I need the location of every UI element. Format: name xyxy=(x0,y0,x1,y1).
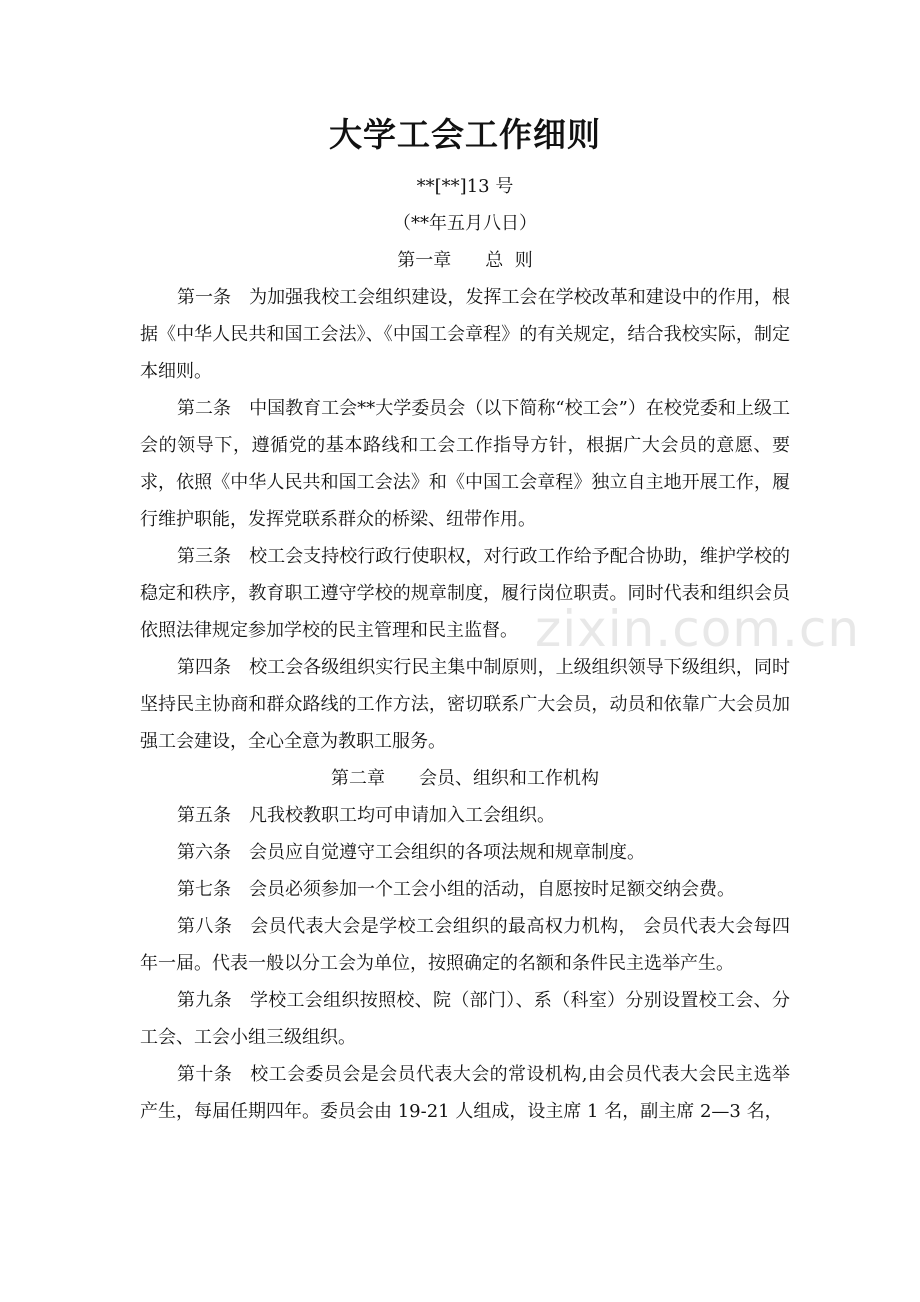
article xyxy=(140,649,790,760)
article-number: 第九条 xyxy=(177,990,232,1011)
article-text: 学校工会组织按照校、院（部门）、系（科室）分别设置校工会、分工会、工会小组三级组织。 xyxy=(140,990,790,1048)
article-text: 校工会支持校行政行使职权，对行政工作给予配合协助，维护学校的稳定和秩序，教育职工遵守学校的规章制度，履行岗位职责。同时代表和组织会员依照法律规定参加学校的民主管理和民主监督。 xyxy=(140,546,790,641)
document-number: **[**]13 号 xyxy=(416,176,514,197)
article xyxy=(140,1056,790,1130)
article xyxy=(140,538,790,649)
article xyxy=(140,390,790,538)
article-text: 凡我校教职工均可申请加入工会组织。 xyxy=(249,805,555,826)
article-text: 会员必须参加一个工会小组的活动，自愿按时足额交纳会费。 xyxy=(249,879,735,900)
article-text: 会员应自觉遵守工会组织的各项法规和规章制度。 xyxy=(249,842,645,863)
article-number: 第七条 xyxy=(177,879,231,900)
article-number: 第五条 xyxy=(177,805,231,826)
article-number: 第六条 xyxy=(177,842,231,863)
article xyxy=(140,834,790,871)
article-text: 中国教育工会**大学委员会（以下简称“校工会”）在校党委和上级工会的领导下，遵循党的基本路线和工会工作指导方针，根据广大会员的意愿、要求，依照《中华人民共和国工会法》和《中国工会章程》独立自主地开展工作，履行维护职能，发挥党联系群众的桥梁、纽带作用。 xyxy=(140,398,791,530)
article-text: 为加强我校工会组织建设，发挥工会在学校改革和建设中的作用，根据《中华人民共和国工会法》、《中国工会章程》的有关规定，结合我校实际，制定本细则。 xyxy=(140,287,790,382)
article-number: 第四条 xyxy=(177,657,232,678)
article-text: 校工会委员会是会员代表大会的常设机构,由会员代表大会民主选举产生，每届任期四年。委员会由 19-21 人组成，设主席 1 名，副主席 2—3 名， xyxy=(140,1064,791,1122)
chapter-title: 总 则 xyxy=(485,250,533,271)
article-text: 校工会各级组织实行民主集中制原则，上级组织领导下级组织，同时坚持民主协商和群众路线的工作方法，密切联系广大会员，动员和依靠广大会员加强工会建设，全心全意为教职工服务。 xyxy=(140,657,790,752)
document-page xyxy=(140,110,790,1130)
article-number: 第一条 xyxy=(177,287,232,308)
chapter-number: 第一章 xyxy=(397,250,452,271)
document-title: 大学工会工作细则 xyxy=(329,115,601,154)
watermark: zixin.com.cn xyxy=(535,600,861,658)
article-number: 第八条 xyxy=(177,916,233,937)
chapter-title: 会员、组织和工作机构 xyxy=(419,768,599,789)
article xyxy=(140,871,790,908)
article xyxy=(140,279,790,390)
document-date: （**年五月八日） xyxy=(393,213,537,234)
article-number: 第十条 xyxy=(177,1064,233,1085)
article xyxy=(140,982,790,1056)
article xyxy=(140,797,790,834)
chapter-heading xyxy=(140,242,790,279)
article-number: 第二条 xyxy=(177,398,232,419)
article-text: 会员代表大会是学校工会组织的最高权力机构， 会员代表大会每四年一届。代表一般以分工会为单位，按照确定的名额和条件民主选举产生。 xyxy=(140,916,791,974)
article-number: 第三条 xyxy=(177,546,232,567)
chapter-heading xyxy=(140,760,790,797)
chapter-number: 第二章 xyxy=(331,768,385,789)
article xyxy=(140,908,790,982)
